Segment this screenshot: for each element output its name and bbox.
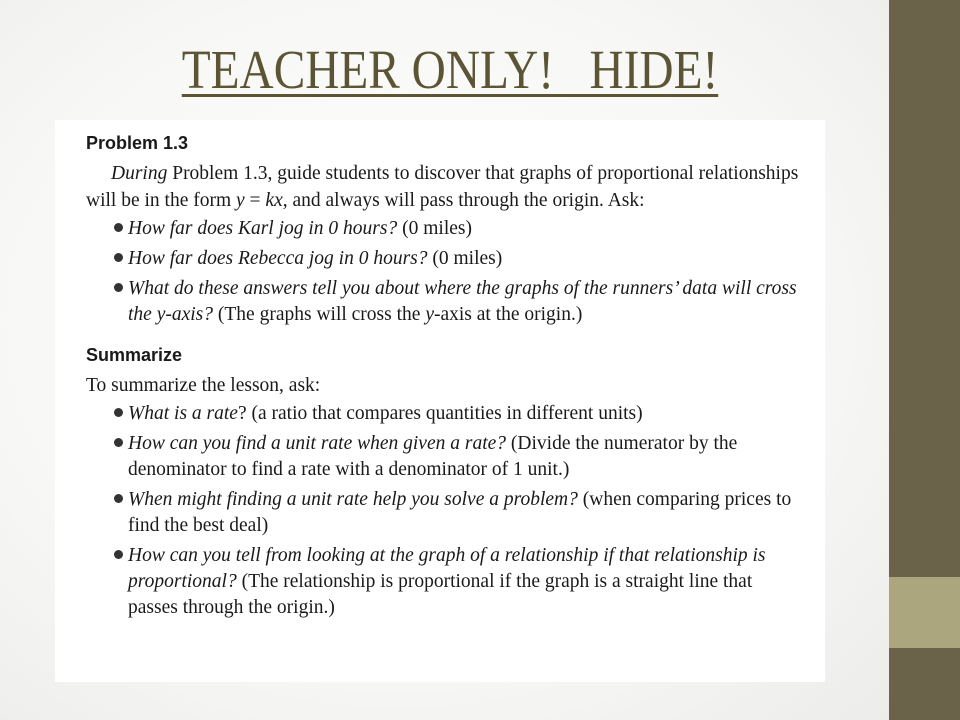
bullet-icon — [114, 283, 123, 292]
summarize-heading: Summarize — [86, 345, 183, 365]
list-item — [86, 216, 806, 242]
bullet-question: What is a rate — [128, 403, 238, 424]
bullet-answer-pre: (The graphs will cross the — [213, 304, 426, 325]
problem-intro — [86, 160, 806, 214]
summarize-intro: To summarize the lesson, ask: — [86, 375, 321, 396]
scanned-document — [55, 120, 825, 682]
problem-heading: Problem 1.3 — [86, 133, 189, 153]
bullet-question: How can you find a unit rate when given a rate? — [128, 433, 507, 454]
bullet-icon — [114, 223, 123, 232]
decorative-side-bar-bottom — [889, 648, 960, 720]
list-item — [86, 487, 806, 539]
bullet-answer: (0 miles) — [427, 248, 503, 269]
bullet-answer-post: -axis at the origin.) — [433, 304, 583, 325]
bullet-question: How far does Karl jog in 0 hours? — [128, 218, 398, 239]
bullet-icon — [114, 494, 123, 503]
bullet-question: How far does Rebecca jog in 0 hours? — [128, 248, 428, 269]
bullet-answer: (when comparing prices to find the best deal) — [128, 489, 792, 536]
bullet-question: What do these answers tell you about where the graphs of the runners’ data will cross the y-axis? — [128, 278, 797, 325]
intro-end: , and always will pass through the origin. Ask: — [282, 190, 645, 211]
equation-equals: = — [244, 190, 266, 211]
equation-kx: kx — [265, 190, 283, 211]
bullet-answer: ? (a ratio that compares quantities in different units) — [237, 403, 643, 424]
bullet-icon — [114, 550, 123, 559]
decorative-side-bar-middle — [889, 577, 960, 648]
bullet-answer-var: y — [425, 304, 434, 325]
intro-italic: During — [111, 163, 168, 184]
list-item — [86, 276, 806, 328]
document-content — [86, 130, 806, 625]
summarize-bullet-list — [86, 401, 806, 621]
list-item — [86, 246, 806, 272]
bullet-icon — [114, 253, 123, 262]
decorative-side-bar-top — [889, 0, 960, 577]
list-item — [86, 431, 806, 483]
equation-y: y — [236, 190, 245, 211]
list-item — [86, 401, 806, 427]
bullet-icon — [114, 438, 123, 447]
bullet-answer: (The relationship is proportional if the graph is a straight line that passes through the origin.) — [128, 571, 753, 618]
slide-title: TEACHER ONLY! HIDE! — [181, 39, 719, 100]
bullet-icon — [114, 408, 123, 417]
bullet-question: When might finding a unit rate help you solve a problem? — [128, 489, 578, 510]
bullet-answer: (0 miles) — [397, 218, 472, 239]
intro-text: Problem 1.3, guide students to discover that graphs of proportional relationships will be in the form — [86, 163, 799, 211]
problem-bullet-list — [86, 216, 806, 328]
bullet-answer: (Divide the numerator by the denominator to find a rate with a denominator of 1 unit.) — [128, 433, 738, 480]
list-item — [86, 543, 806, 621]
bullet-question: How can you tell from looking at the graph of a relationship if that relationship is proportional? — [128, 545, 766, 592]
